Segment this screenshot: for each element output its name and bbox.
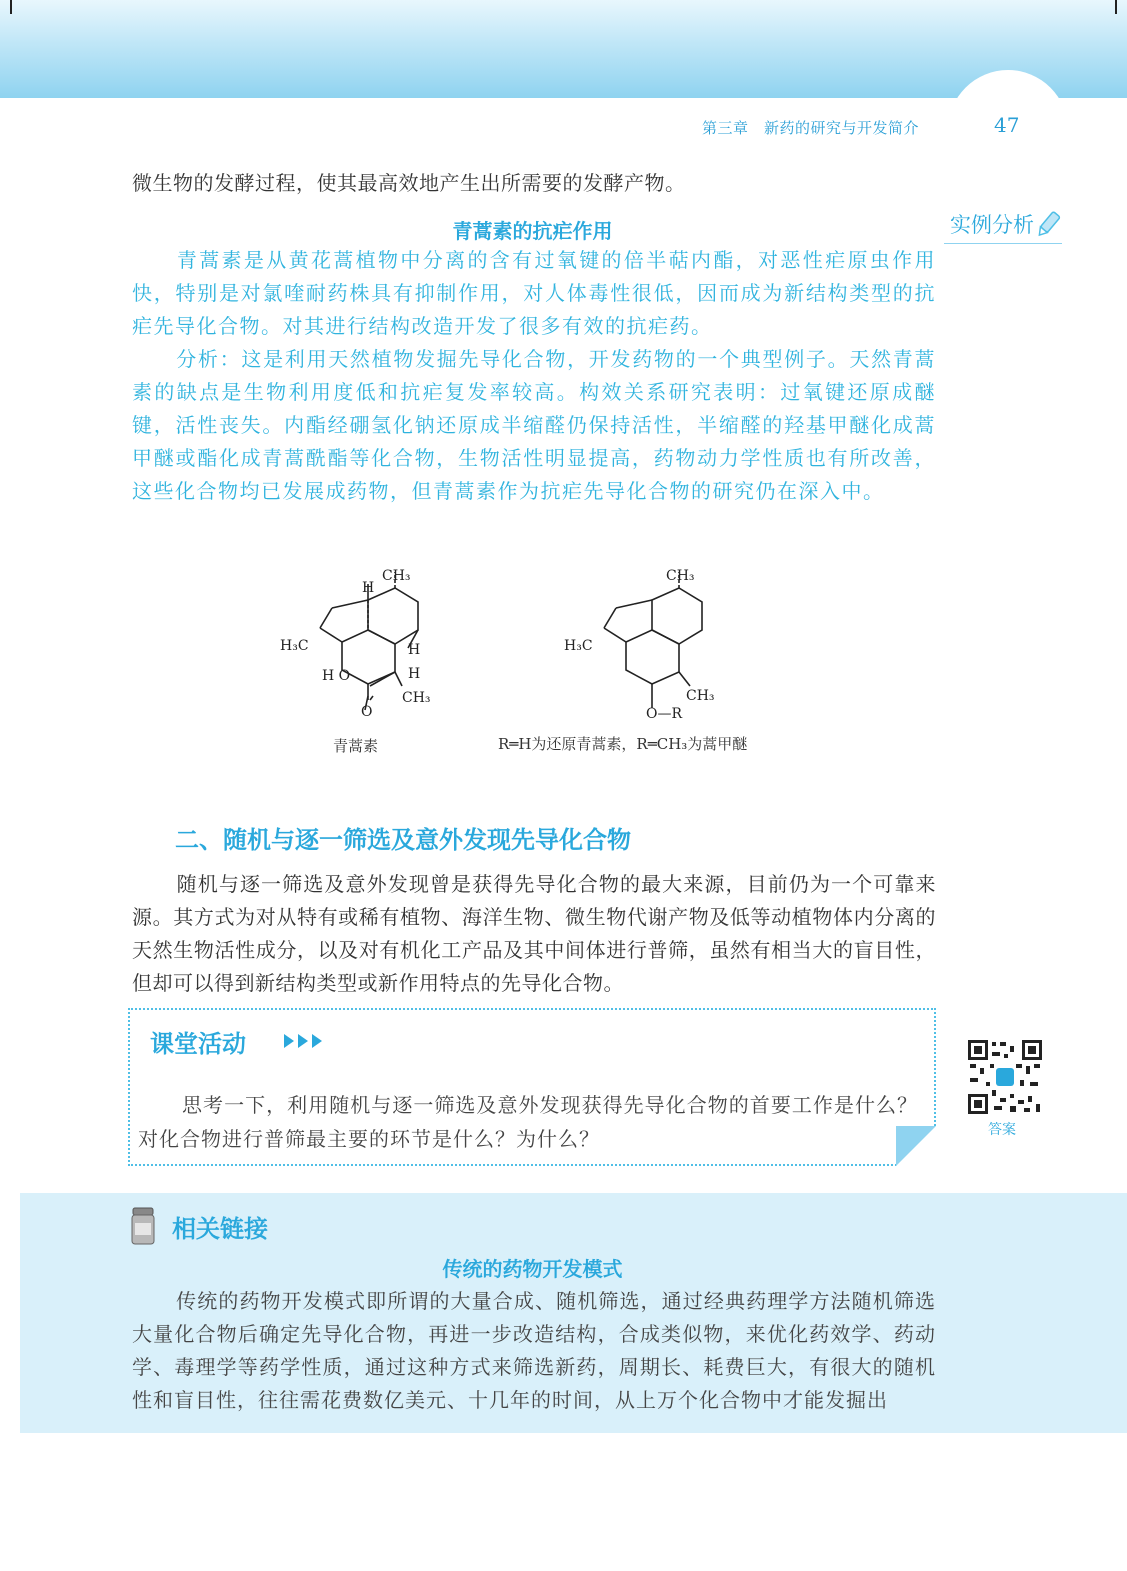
label-or-right: O—R <box>646 706 683 722</box>
case-paragraph-2-text: 分析：这是利用天然植物发掘先导化合物，开发药物的一个典型例子。天然青蒿素的缺点是生物利用度低和抗疟复发率较高。构效关系研究表明：过氧键还原成醚键，活性丧失。内酯经硼氢化钠还原成半缩醛仍保持活性，半缩醛的羟基甲醚化成蒿甲醚或酯化成青蒿酰酯等化合物，生物活性明显提高，药物动力学性质也有所改善，这些化合物均已发展成药物，但青蒿素作为抗疟先导化合物的研究仍在深入中。 <box>132 347 936 503</box>
case-study-title: 青蒿素的抗疟作用 <box>452 219 613 243</box>
case-study-paragraph-2 <box>132 343 936 508</box>
label-ch3-right: CH₃ <box>666 568 695 584</box>
right-ring-bottom <box>626 630 679 684</box>
label-h-low-left: H <box>408 666 421 682</box>
corner-fold-icon <box>896 1126 936 1166</box>
right-structure-caption: R═H为还原青蒿素，R═CH₃为蒿甲醚 <box>498 735 748 753</box>
left-ring-top <box>368 588 418 644</box>
right-ring-top <box>652 588 702 644</box>
chapter-title: 第三章 新药的研究与开发简介 <box>702 119 920 137</box>
qr-answer-label: 答案 <box>988 1122 1016 1138</box>
label-o-carbonyl-left: O <box>361 704 373 720</box>
top-banner <box>0 0 1127 98</box>
section-2-heading: 二、随机与逐一筛选及意外发现先导化合物 <box>175 826 631 854</box>
related-links-panel <box>20 1193 1127 1433</box>
label-ch3-low-right: CH₃ <box>686 688 715 704</box>
activity-text: 思考一下，利用随机与逐一筛选及意外发现获得先导化合物的首要工作是什么？对化合物进行普筛最主要的环节是什么？为什么？ <box>138 1093 918 1151</box>
label-ho-left: H O <box>322 668 351 684</box>
label-h-mid-left: H <box>408 642 421 658</box>
intro-line: 微生物的发酵过程，使其最高效地产生出所需要的发酵产物。 <box>132 171 686 195</box>
activity-text-block <box>138 1088 918 1156</box>
side-label-text: 实例分析 <box>950 213 1034 237</box>
label-ch3-left: CH₃ <box>382 568 411 584</box>
case-paragraph-1-text: 青蒿素是从黄花蒿植物中分离的含有过氧键的倍半萜内酯，对恶性疟原虫作用快，特别是对氯喹耐药株具有抑制作用，对人体毒性很低，因而成为新结构类型的抗疟先导化合物。对其进行结构改造开发了很多有效的抗疟药。 <box>132 248 936 338</box>
left-structure-caption: 青蒿素 <box>333 737 379 755</box>
case-study-side-label <box>944 207 1062 244</box>
label-h3c-right: H₃C <box>564 638 593 654</box>
classroom-activity-box <box>128 1008 936 1166</box>
crop-mark-right <box>1115 0 1117 14</box>
label-h-top-left: H <box>362 580 375 596</box>
jar-icon <box>130 1207 156 1245</box>
related-links-text-block <box>132 1285 936 1417</box>
section-2-text: 随机与逐一筛选及意外发现曾是获得先导化合物的最大来源，目前仍为一个可靠来源。其方式为对从特有或稀有植物、海洋生物、微生物代谢产物及低等动植物体内分离的天然生物活性成分，以及对有机化工产品及其中间体进行普筛，虽然有相当大的盲目性，但却可以得到新结构类型或新作用特点的先导化合物。 <box>132 872 936 995</box>
crop-mark-left <box>10 0 12 14</box>
pencil-icon <box>1034 209 1062 239</box>
section-2-paragraph <box>132 868 936 1000</box>
activity-title: 课堂活动 <box>150 1030 246 1058</box>
related-links-text: 传统的药物开发模式即所谓的大量合成、随机筛选，通过经典药理学方法随机筛选大量化合物后确定先导化合物，再进一步改造结构，合成类似物，来优化药效学、药动学、毒理学等药学性质，通过这种方式来筛选新药，周期长、耗费巨大，有很大的随机性和盲目性，往往需花费数亿美元、十几年的时间，从上万个化合物中才能发掘出 <box>132 1289 936 1412</box>
related-links-title: 相关链接 <box>172 1215 268 1243</box>
label-h3c-left: H₃C <box>280 638 309 654</box>
case-study-paragraph-1 <box>132 244 936 343</box>
page-number: 47 <box>994 113 1020 137</box>
arrows-icon <box>282 1032 326 1050</box>
label-ch3-low-left: CH₃ <box>402 690 431 706</box>
qr-code-icon[interactable] <box>966 1038 1044 1116</box>
related-links-subtitle: 传统的药物开发模式 <box>442 1257 623 1281</box>
